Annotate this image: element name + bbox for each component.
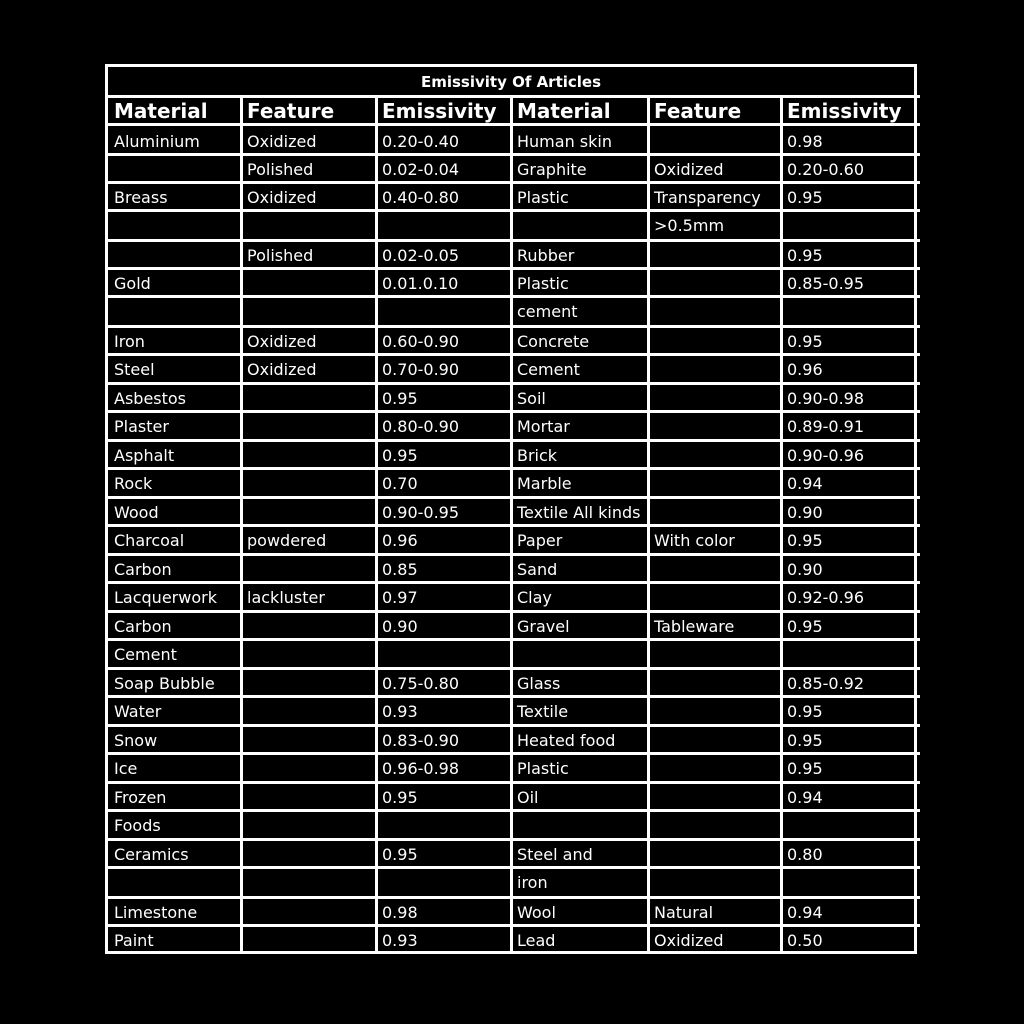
column-divider [375, 96, 378, 954]
table-cell: Gold [114, 274, 151, 293]
column-header: Emissivity [382, 99, 497, 123]
table-cell: iron [517, 873, 548, 892]
table-cell: Ceramics [114, 845, 189, 864]
table-cell: 0.90 [787, 560, 823, 579]
table-cell: Paint [114, 931, 154, 950]
table-cell: 0.70-0.90 [382, 360, 460, 379]
table-cell: Textile All kinds [517, 503, 641, 522]
table-cell: Human skin [517, 132, 612, 151]
table-cell: 0.98 [787, 132, 823, 151]
table-cell: Oxidized [247, 332, 317, 351]
table-cell: 0.95 [382, 446, 418, 465]
column-header: Emissivity [787, 99, 902, 123]
table-cell: 0.02-0.04 [382, 160, 460, 179]
table-cell: 0.95 [787, 531, 823, 550]
table-cell: Aluminium [114, 132, 200, 151]
table-cell: Carbon [114, 560, 172, 579]
table-cell: 0.95 [787, 702, 823, 721]
table-cell: Iron [114, 332, 145, 351]
table-cell: Charcoal [114, 531, 185, 550]
table-cell: Ice [114, 759, 138, 778]
table-cell: 0.85-0.95 [787, 274, 865, 293]
table-cell: Gravel [517, 617, 570, 636]
table-cell: 0.95 [382, 389, 418, 408]
table-cell: Frozen [114, 788, 167, 807]
table-cell: Concrete [517, 332, 590, 351]
table-cell: lackluster [247, 588, 325, 607]
table-cell: 0.83-0.90 [382, 731, 460, 750]
table-cell: Rock [114, 474, 153, 493]
table-cell: Soap Bubble [114, 674, 215, 693]
table-cell: 0.95 [382, 845, 418, 864]
table-cell: Asbestos [114, 389, 187, 408]
table-cell: Plastic [517, 274, 569, 293]
table-cell: 0.92-0.96 [787, 588, 865, 607]
table-cell: 0.90 [382, 617, 418, 636]
table-cell: Heated food [517, 731, 616, 750]
table-cell: Plastic [517, 188, 569, 207]
column-header: Feature [654, 99, 742, 123]
table-cell: Wool [517, 903, 556, 922]
column-divider [240, 96, 243, 954]
column-divider [647, 96, 650, 954]
table-cell: 0.95 [382, 788, 418, 807]
table-cell: Lacquerwork [114, 588, 217, 607]
table-cell: 0.20-0.60 [787, 160, 865, 179]
table-cell: 0.85 [382, 560, 418, 579]
table-cell: Sand [517, 560, 558, 579]
table-cell: Steel [114, 360, 155, 379]
table-cell: cement [517, 302, 578, 321]
table-cell: Polished [247, 246, 314, 265]
table-cell: 0.93 [382, 702, 418, 721]
table-cell: Transparency [654, 188, 761, 207]
column-header: Material [517, 99, 611, 123]
table-cell: 0.94 [787, 474, 823, 493]
table-cell: 0.95 [787, 617, 823, 636]
table-cell: 0.97 [382, 588, 418, 607]
column-divider [780, 96, 783, 954]
table-cell: Oxidized [247, 132, 317, 151]
table-cell: Cement [517, 360, 580, 379]
table-cell: Lead [517, 931, 556, 950]
table-cell: 0.40-0.80 [382, 188, 460, 207]
table-cell: Water [114, 702, 162, 721]
table-cell: Rubber [517, 246, 575, 265]
table-cell: Limestone [114, 903, 198, 922]
table-cell: 0.75-0.80 [382, 674, 460, 693]
table-cell: Oxidized [247, 360, 317, 379]
table-cell: 0.80-0.90 [382, 417, 460, 436]
table-cell: 0.96 [382, 531, 418, 550]
table-cell: Glass [517, 674, 561, 693]
table-cell: 0.90 [787, 503, 823, 522]
emissivity-table [105, 64, 917, 954]
table-cell: 0.96 [787, 360, 823, 379]
table-cell: 0.85-0.92 [787, 674, 865, 693]
table-cell: powdered [247, 531, 327, 550]
table-cell: 0.70 [382, 474, 418, 493]
table-cell: Breass [114, 188, 168, 207]
table-cell: Natural [654, 903, 714, 922]
table-cell: 0.98 [382, 903, 418, 922]
table-cell: 0.95 [787, 332, 823, 351]
table-cell: Oil [517, 788, 539, 807]
table-title: Emissivity Of Articles [420, 73, 602, 91]
table-cell: Tableware [654, 617, 735, 636]
table-cell: >0.5mm [654, 216, 725, 235]
table-cell: 0.95 [787, 246, 823, 265]
table-cell: 0.95 [787, 188, 823, 207]
table-cell: 0.90-0.98 [787, 389, 865, 408]
table-cell: Plastic [517, 759, 569, 778]
table-cell: Foods [114, 816, 161, 835]
table-cell: Snow [114, 731, 158, 750]
table-cell: 0.94 [787, 903, 823, 922]
table-cell: Carbon [114, 617, 172, 636]
table-cell: Soil [517, 389, 546, 408]
table-cell: Mortar [517, 417, 570, 436]
table-cell: 0.50 [787, 931, 823, 950]
table-cell: 0.01.0.10 [382, 274, 459, 293]
table-cell: Polished [247, 160, 314, 179]
table-cell: 0.60-0.90 [382, 332, 460, 351]
table-cell: Clay [517, 588, 552, 607]
table-cell: 0.90-0.95 [382, 503, 460, 522]
table-cell: With color [654, 531, 735, 550]
table-cell: Oxidized [654, 931, 724, 950]
table-cell: Graphite [517, 160, 587, 179]
table-cell: Textile [517, 702, 569, 721]
table-cell: 0.93 [382, 931, 418, 950]
table-cell: 0.95 [787, 759, 823, 778]
table-cell: Plaster [114, 417, 169, 436]
table-cell: Wood [114, 503, 159, 522]
column-header: Material [114, 99, 208, 123]
table-cell: Oxidized [247, 188, 317, 207]
table-cell: Brick [517, 446, 558, 465]
table-cell: Steel and [517, 845, 593, 864]
table-cell: Oxidized [654, 160, 724, 179]
table-cell: 0.80 [787, 845, 823, 864]
table-cell: Asphalt [114, 446, 175, 465]
table-cell: 0.96-0.98 [382, 759, 460, 778]
table-cell: 0.20-0.40 [382, 132, 460, 151]
table-cell: Paper [517, 531, 563, 550]
column-divider [510, 96, 513, 954]
table-cell: Cement [114, 645, 177, 664]
column-header: Feature [247, 99, 335, 123]
table-cell: 0.94 [787, 788, 823, 807]
table-cell: Marble [517, 474, 572, 493]
table-cell: 0.02-0.05 [382, 246, 460, 265]
table-cell: 0.89-0.91 [787, 417, 865, 436]
table-cell: 0.95 [787, 731, 823, 750]
table-cell: 0.90-0.96 [787, 446, 865, 465]
